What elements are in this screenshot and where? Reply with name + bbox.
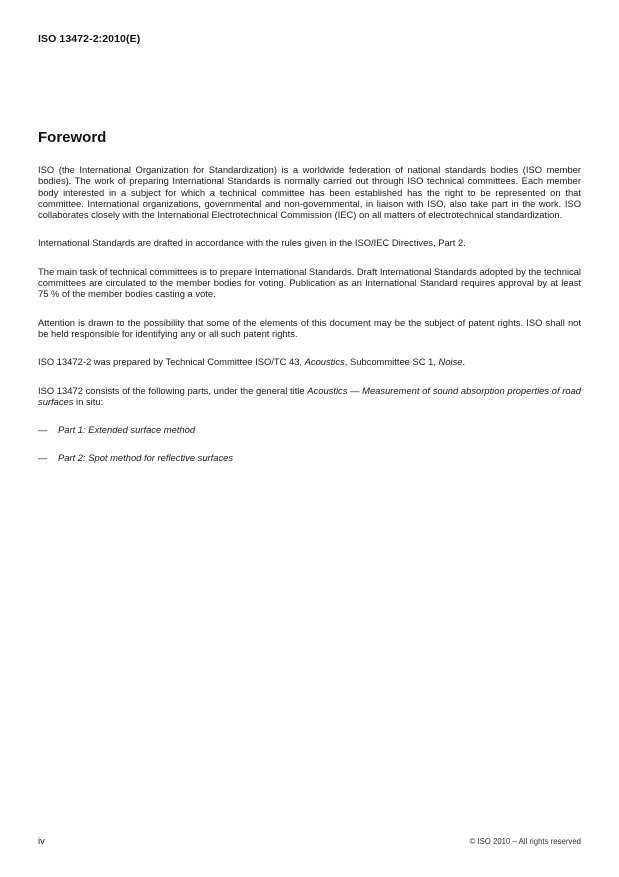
text-run: , Subcommittee SC 1,	[344, 356, 439, 368]
list-dash: —	[38, 424, 48, 436]
paragraph	[38, 385, 581, 408]
foreword-heading: Foreword	[38, 129, 107, 146]
text-run: International Standards are drafted in accordance with the rules given in the ISO/IEC Directives, Part 2.	[38, 237, 466, 249]
text-run: The main task of technical committees is to prepare International Standards. Draft International Standards adopted by the technical committees are circulated to the member bodies for voting. Publication as an International Standard requires approval by at least 75 % of the member bodies casting a vote.	[38, 265, 582, 300]
italic-text-run: Acoustics	[304, 356, 345, 368]
italic-text-run: Acoustics — Measurement of sound absorption properties of road surfaces	[38, 384, 582, 407]
list-item	[38, 424, 581, 435]
paragraph	[38, 317, 581, 340]
paragraph	[38, 237, 581, 248]
list-item	[38, 452, 581, 463]
text-run: ISO 13472 consists of the following parts, under the general title	[38, 384, 308, 396]
italic-text-run: Noise	[438, 356, 463, 368]
paragraph	[38, 266, 581, 300]
copyright-notice: © ISO 2010 – All rights reserved	[469, 837, 581, 846]
list-item-text	[58, 452, 233, 463]
foreword-body	[38, 164, 581, 481]
text-run: in situ:	[73, 395, 104, 407]
text-run: ISO 13472-2 was prepared by Technical Committee ISO/TC 43,	[38, 356, 305, 368]
page-number: iv	[38, 836, 45, 847]
italic-text-run: Part 2: Spot method for reflective surfaces	[58, 452, 234, 464]
text-run: Attention is drawn to the possibility that some of the elements of this document may be the subject of patent rights. ISO shall not be held responsible for identifying any or all such patent rights.	[38, 316, 581, 339]
text-run: ISO (the International Organization for Standardization) is a worldwide federation of national standards bodies (ISO member bodies). The work of preparing International Standards is normally carried out through ISO technical committees. Each member body interested in a subject for which a technical committee has been established has the right to be represented on that committee. International organizations, governmental and non-governmental, in liaison with ISO, also take part in the work. ISO collaborates closely with the International Electrotechnical Commission (IEC) on all matters of electrotechnical standardization.	[38, 164, 581, 221]
list-dash: —	[38, 452, 48, 464]
list-item-text	[58, 424, 195, 435]
page-footer	[38, 836, 581, 847]
text-run: .	[462, 356, 466, 368]
italic-text-run: Part 1: Extended surface method	[58, 424, 196, 436]
page-header	[38, 33, 140, 45]
paragraph	[38, 164, 581, 220]
document-reference: ISO 13472-2:2010(E)	[38, 33, 141, 45]
paragraph	[38, 356, 581, 367]
